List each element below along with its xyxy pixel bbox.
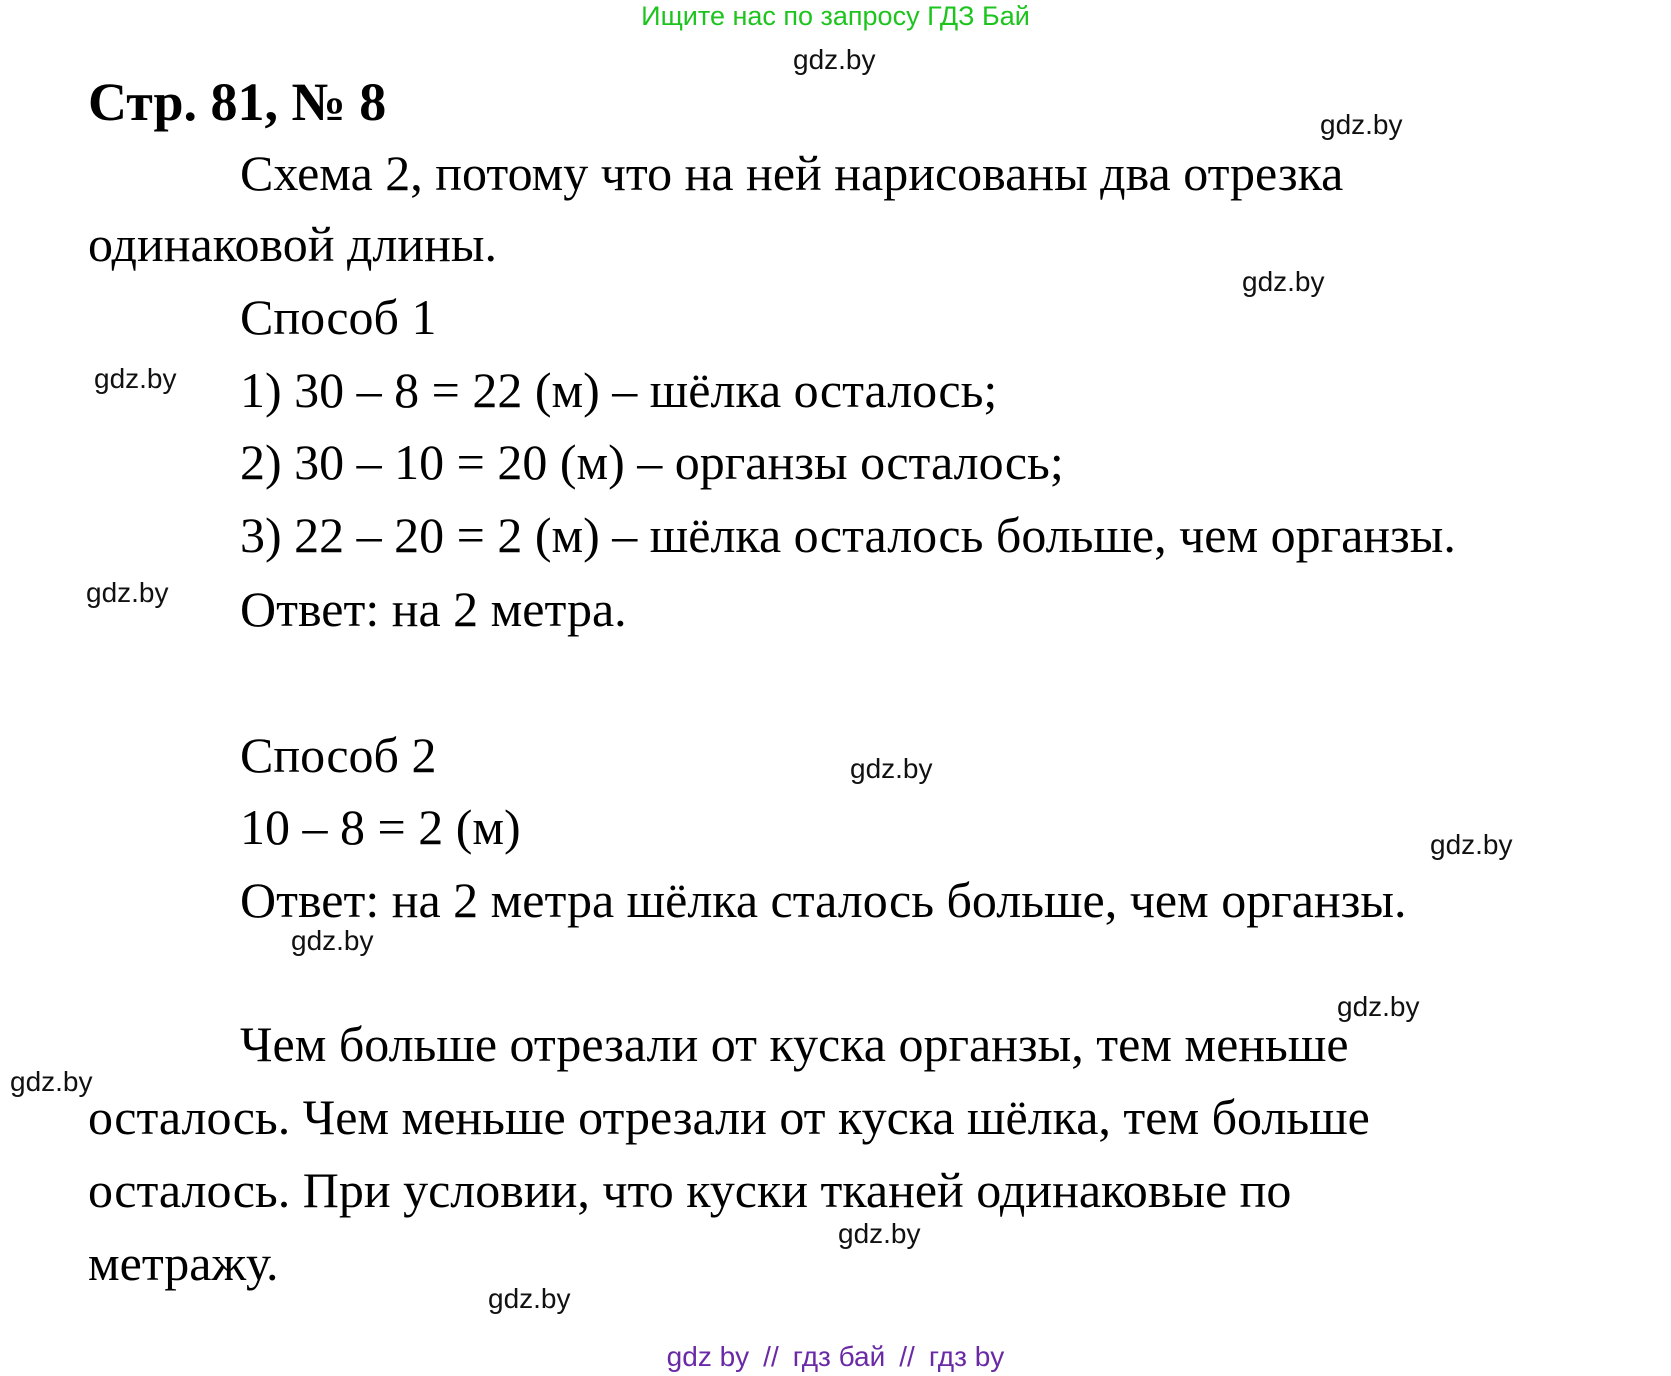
footer-separator: // bbox=[763, 1341, 779, 1372]
method2-heading: Способ 2 bbox=[240, 727, 437, 783]
watermark: gdz.by bbox=[850, 753, 933, 784]
method1-heading: Способ 1 bbox=[240, 289, 437, 345]
watermark: gdz.by bbox=[10, 1066, 93, 1097]
footer-item-3: гдз by bbox=[928, 1341, 1005, 1372]
paragraph2-line2: осталось. Чем меньше отрезали от куска шёлка, тем больше bbox=[88, 1089, 1370, 1145]
method1-answer: Ответ: на 2 метра. bbox=[240, 581, 627, 637]
watermark: gdz.by bbox=[488, 1283, 571, 1314]
watermark: gdz.by bbox=[1430, 829, 1513, 860]
watermark: gdz.by bbox=[1320, 109, 1403, 140]
watermark: gdz.by bbox=[86, 577, 169, 608]
watermark: gdz.by bbox=[94, 363, 177, 394]
watermark: gdz.by bbox=[1242, 266, 1325, 297]
watermark: gdz.by bbox=[1337, 991, 1420, 1022]
method2-expression: 10 – 8 = 2 (м) bbox=[240, 799, 521, 855]
footer-item-2: гдз бай bbox=[792, 1341, 886, 1372]
method1-step-1: 1) 30 – 8 = 22 (м) – шёлка осталось; bbox=[240, 362, 998, 418]
paragraph1-line1: Схема 2, потому что на ней нарисованы два отрезка bbox=[240, 145, 1344, 201]
watermark: gdz.by bbox=[291, 925, 374, 956]
footer-item-1: gdz by bbox=[666, 1341, 750, 1372]
footer-separator: // bbox=[899, 1341, 915, 1372]
paragraph2-line3: осталось. При условии, что куски тканей одинаковые по bbox=[88, 1162, 1292, 1218]
paragraph1-line2: одинаковой длины. bbox=[88, 216, 497, 272]
footer-links bbox=[0, 1340, 1671, 1374]
page-title: Стр. 81, № 8 bbox=[88, 72, 387, 132]
watermark: gdz.by bbox=[838, 1218, 921, 1249]
method1-step-2: 2) 30 – 10 = 20 (м) – органзы осталось; bbox=[240, 434, 1064, 490]
paragraph2-line1: Чем больше отрезали от куска органзы, тем меньше bbox=[240, 1016, 1349, 1072]
paragraph2-line4: метражу. bbox=[88, 1235, 279, 1291]
watermark: gdz.by bbox=[793, 44, 876, 75]
method2-answer: Ответ: на 2 метра шёлка сталось больше, чем органзы. bbox=[240, 872, 1407, 928]
top-banner: Ищите нас по запросу ГДЗ Бай bbox=[641, 1, 1030, 31]
method1-step-3: 3) 22 – 20 = 2 (м) – шёлка осталось больше, чем органзы. bbox=[240, 507, 1456, 563]
